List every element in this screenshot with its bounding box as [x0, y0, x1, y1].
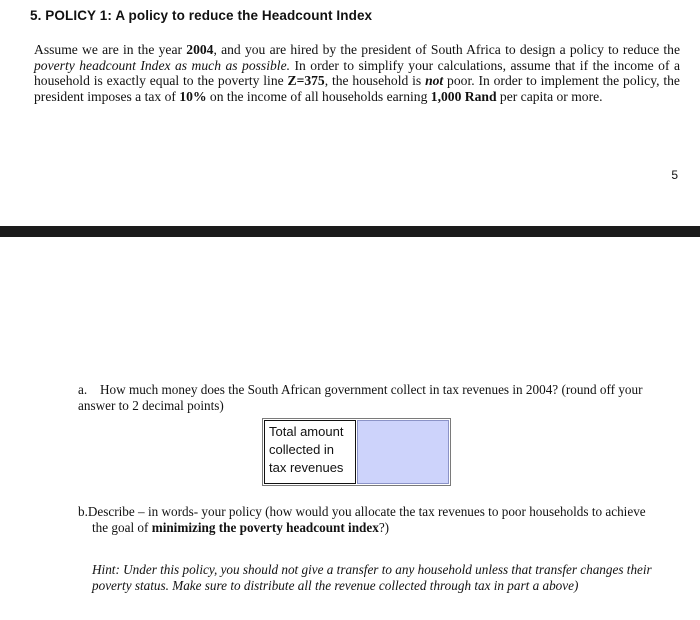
income-threshold-value: 1,000 Rand — [430, 88, 497, 104]
text-run: poor. In order to implement the policy, the president imposes a tax of — [34, 73, 680, 104]
answer-table — [262, 418, 451, 486]
page-divider — [0, 226, 700, 237]
not-emphasis: not — [425, 73, 444, 89]
problem-statement — [34, 42, 680, 104]
goal-phrase: poverty headcount Index as much as possible. — [34, 57, 290, 73]
question-b-text: the goal of — [92, 520, 152, 535]
tax-rate-value: 10% — [179, 88, 207, 104]
text-run: per capita or more. — [496, 88, 603, 104]
text-run: Assume we are in the year — [34, 42, 187, 57]
question-b-text: Describe – in words- your policy (how would you allocate the tax revenues to poor households to achieve — [87, 504, 646, 519]
answer-label-line: collected in — [269, 442, 335, 457]
question-b-label: b. — [78, 504, 88, 519]
year-value: 2004 — [186, 42, 214, 57]
tax-revenue-answer-input[interactable] — [357, 420, 449, 484]
question-b-text: ?) — [378, 520, 390, 535]
answer-label-cell — [264, 420, 356, 484]
question-a-label: a. — [78, 382, 88, 397]
question-b — [78, 504, 678, 536]
answer-label-line: tax revenues — [269, 460, 344, 475]
answer-label-line: Total amount — [269, 424, 344, 439]
text-run: , and you are hired by the president of South Africa to design a policy to reduce the — [213, 42, 680, 57]
poverty-line-value: Z=375 — [287, 73, 325, 89]
text-run: In order to simplify your calculations, assume that if the income of a household is exactly equal to the poverty line — [34, 57, 680, 89]
text-run: , the household is — [324, 73, 426, 89]
question-a — [78, 382, 668, 414]
text-run: on the income of all households earning — [206, 88, 431, 104]
hint-text: Hint: Under this policy, you should not give a transfer to any household unless that transfer changes their poverty status. Make sure to distribute all the revenue collected through tax in part a above) — [92, 562, 652, 593]
page-number: 5 — [671, 168, 678, 182]
section-title: 5. POLICY 1: A policy to reduce the Headcount Index — [30, 8, 373, 23]
question-a-text: How much money does the South African government collect in tax revenues in 2004? (round off your answer to 2 decimal points) — [78, 382, 643, 413]
question-b-emphasis: minimizing the poverty headcount index — [151, 520, 379, 535]
